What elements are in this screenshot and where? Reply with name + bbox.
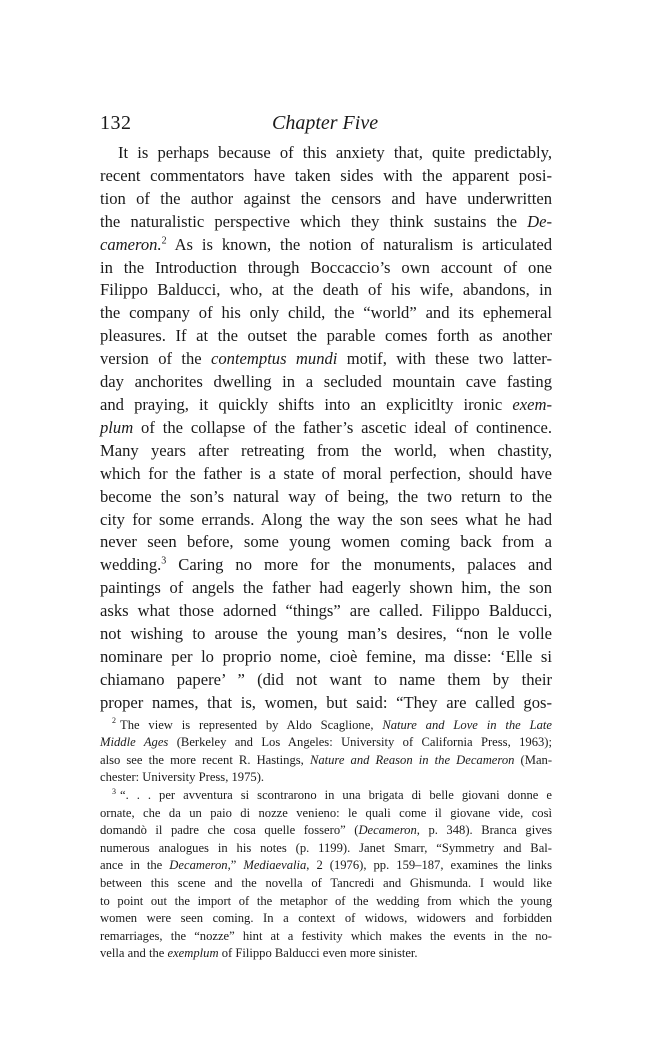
text-line: It is perhaps because of this anxiety that, quite predictably, — [118, 143, 552, 162]
text-line: Many years after retreating from the world, when chastity, — [100, 440, 552, 460]
text-line: asks what those adorned “things” are called. Filippo Balducci, — [100, 601, 552, 621]
footnote-ref[interactable]: 3 — [161, 555, 167, 567]
text-line: proper names, that is, women, but said: “They are called gos- — [100, 692, 552, 712]
footnote-line: vella and the exemplum of Filippo Balducci even more sinister. — [100, 946, 418, 961]
text-line: chiamano papere’ ” (did not want to name them by their — [100, 669, 552, 689]
page-number: 132 — [100, 112, 132, 134]
footnote-ref[interactable]: 2 — [161, 235, 167, 247]
footnote-line: to point out the import of the metaphor of the wedding from which the young — [100, 893, 552, 908]
footnote-line: ance in the Decameron,” Mediaevalia, 2 (1976), pp. 159–187, examines the links — [100, 858, 552, 873]
text-line: plum of the collapse of the father’s ascetic ideal of continence. — [100, 417, 552, 437]
text-line: which for the father is a state of moral perfection, should have — [100, 463, 552, 483]
text-line: in the Introduction through Boccaccio’s own account of one — [100, 257, 552, 277]
text-line: become the son’s natural way of being, the two return to the — [100, 486, 552, 506]
chapter-title: Chapter Five — [272, 112, 379, 134]
text-line: day anchorites dwelling in a secluded mountain cave fasting — [100, 372, 552, 392]
footnote-marker: 2 — [112, 716, 116, 726]
text-line: never seen before, some young women coming back from a — [100, 532, 552, 552]
text-line: cameron.$^2$ As is known, the notion of naturalism is articulated — [100, 234, 552, 254]
footnote-line: remarriages, the “nozze” hint at a festivity which makes the events in the no- — [100, 928, 552, 943]
text-line: Filippo Balducci, who, at the death of his wife, abandons, in — [100, 280, 552, 300]
text-line: city for some errands. Along the way the son sees what he had — [100, 509, 552, 529]
footnote-line: women were seen coming. In a context of widows, widowers and forbidden — [100, 911, 552, 926]
text-line: tion of the author against the censors and have underwritten — [100, 188, 552, 208]
text-line: wedding.$^3$ Caring no more for the monuments, palaces and — [100, 555, 552, 575]
book-page — [100, 112, 552, 963]
footnote-line: domandò il padre che cosa quelle fossero” (Decameron, p. 348). Branca gives — [100, 823, 553, 838]
running-head — [100, 112, 552, 142]
footnote-3 — [100, 787, 552, 963]
text-line: paintings of angels the father had eagerly shown him, the son — [100, 578, 552, 598]
footnote-line: also see the more recent R. Hastings, Nature and Reason in the Decameron (Man- — [100, 752, 553, 767]
body-paragraph — [100, 142, 552, 715]
footnote-line: between this scene and the novella of Tancredi and Ghismunda. I would like — [100, 876, 552, 890]
footnote-marker: 3 — [112, 786, 116, 796]
text-line: nominare per lo proprio nome, cioè femine, ma disse: ‘Elle si — [100, 646, 552, 666]
footnote-line: Middle Ages (Berkeley and Los Angeles: University of California Press, 1963); — [100, 735, 553, 750]
text-line: the naturalistic perspective which they think sustains the De- — [100, 211, 552, 231]
text-line: pleasures. If at the outset the parable comes forth as another — [100, 326, 552, 346]
footnote-line: $^2$ The view is represented by Aldo Scaglione, Nature and Love in the Late — [112, 716, 552, 732]
footnote-line: $^3$ “. . . per avventura si scontrarono in una brigata di belle giovani donne e — [112, 786, 552, 803]
text-line: the company of his only child, the “world” and its ephemeral — [100, 303, 552, 323]
text-line: not wishing to arouse the young man’s desires, “non le volle — [100, 624, 552, 644]
text-line: recent commentators have taken sides with the apparent posi- — [100, 165, 552, 185]
footnotes — [100, 717, 552, 963]
footnote-line: ornate, che da un paio di nozze venieno: le quali come il giovane vide, così — [100, 805, 552, 820]
text-line: version of the contemptus mundi motif, with these two latter- — [100, 349, 553, 369]
text-line: and praying, it quickly shifts into an explicitlty ironic exem- — [100, 394, 552, 414]
footnote-2 — [100, 717, 552, 787]
footnote-line: numerous analogues in his notes (p. 1199). Janet Smarr, “Symmetry and Bal- — [100, 840, 552, 855]
footnote-line: chester: University Press, 1975). — [100, 770, 265, 785]
